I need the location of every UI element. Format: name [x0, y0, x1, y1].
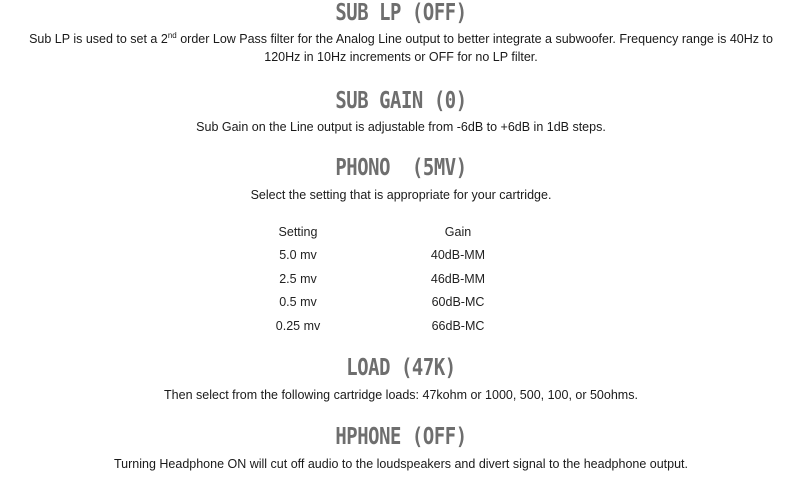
phono-settings-table — [236, 220, 556, 338]
sub-lp-text-start: Sub LP is used to set a 2 — [29, 32, 168, 46]
table-cell-gain: 66dB-MC — [431, 318, 485, 333]
phono-heading: PHONO (5MV) — [335, 155, 467, 181]
table-cell-setting: 2.5 mv — [279, 271, 317, 286]
table-cell-gain: 46dB-MM — [430, 271, 486, 286]
table-cell-setting: 0.25 mv — [275, 318, 321, 333]
table-cell-gain: 60dB-MC — [431, 295, 485, 310]
phono-description: Select the setting that is appropriate for your cartridge. — [250, 188, 552, 202]
table-row — [236, 314, 556, 338]
table-row — [236, 291, 556, 315]
sub-lp-description — [11, 30, 791, 66]
sub-lp-text-end: order Low Pass filter for the Analog Line output to better integrate a subwoofer. Frequency range is 40Hz to 120Hz in 10Hz increments or OFF for no LP filter. — [176, 32, 773, 64]
sub-lp-heading: SUB LP (OFF) — [335, 0, 467, 26]
sub-lp-superscript: nd — [167, 30, 177, 40]
table-header-setting: Setting — [278, 224, 318, 239]
sub-gain-description: Sub Gain on the Line output is adjustable from -6dB to +6dB in 1dB steps. — [196, 120, 606, 134]
table-cell-setting: 5.0 mv — [279, 248, 317, 263]
table-cell-gain: 40dB-MM — [430, 248, 486, 263]
hphone-description: Turning Headphone ON will cut off audio to the loudspeakers and divert signal to the headphone output. — [114, 457, 688, 471]
table-header-row — [236, 220, 556, 244]
hphone-heading: HPHONE (OFF) — [335, 424, 467, 450]
table-header-gain: Gain — [444, 224, 472, 239]
sub-gain-heading: SUB GAIN (0) — [335, 88, 467, 114]
load-heading: LOAD (47K) — [346, 355, 456, 381]
table-cell-setting: 0.5 mv — [279, 295, 317, 310]
load-description: Then select from the following cartridge loads: 47kohm or 1000, 500, 100, or 50ohms. — [164, 388, 638, 402]
table-row — [236, 267, 556, 291]
table-row — [236, 244, 556, 268]
